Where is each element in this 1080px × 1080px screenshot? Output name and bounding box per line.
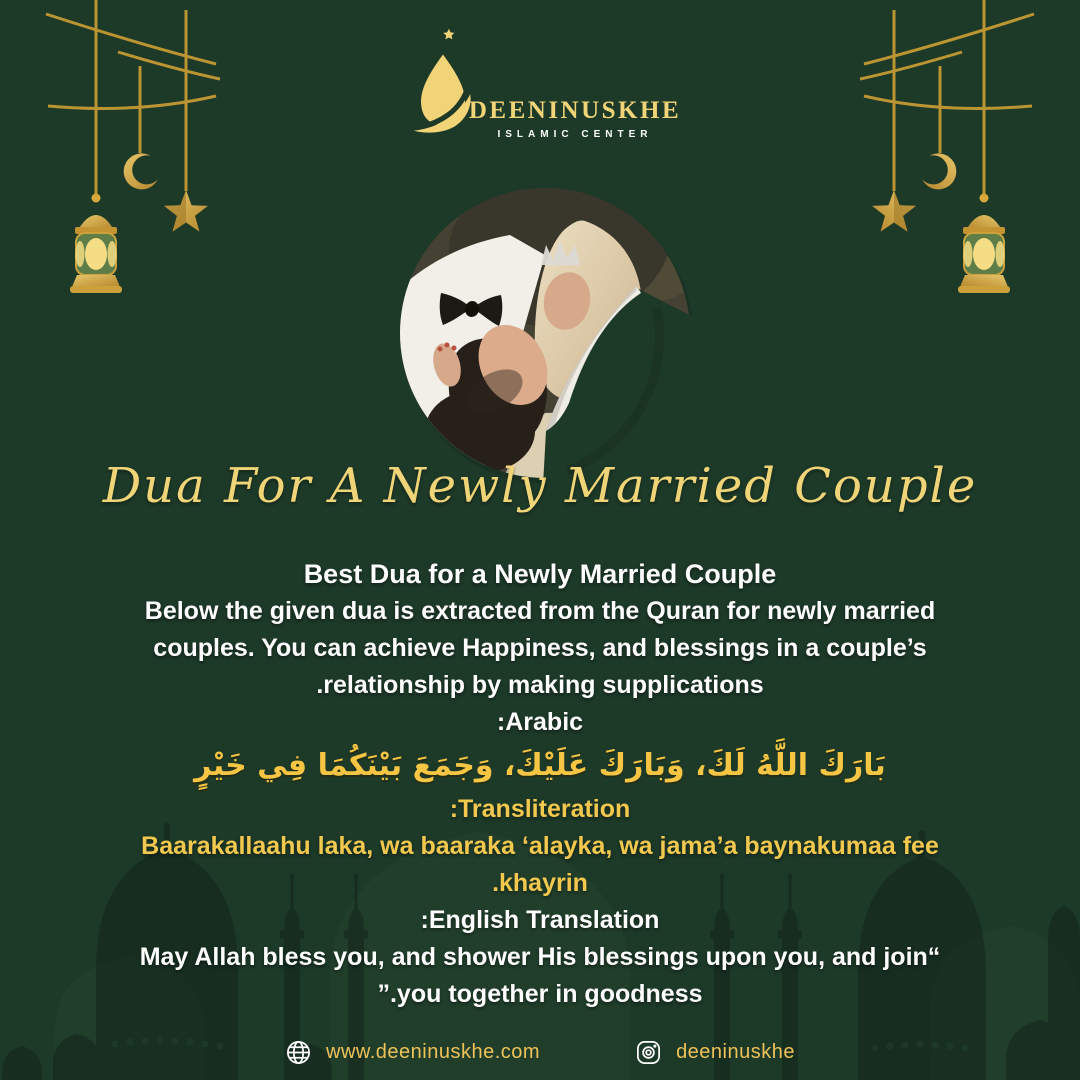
- arabic-dua-text: بَارَكَ اللَّهُ لَكَ، وَبَارَكَ عَلَيْكَ، وَجَمَعَ بَيْنَكُمَا فِي خَيْرٍ: [194, 748, 886, 783]
- crescent-moon-icon: [124, 153, 158, 189]
- poster-title: Dua For A Newly Married Couple: [102, 458, 978, 514]
- star-icon: [164, 190, 208, 232]
- star-icon: [872, 190, 916, 232]
- content-heading: Best Dua for a Newly Married Couple: [303, 559, 777, 589]
- footer: [0, 1039, 1080, 1066]
- translation-label: :English Translation: [420, 906, 660, 934]
- lantern-icon: [958, 194, 1010, 294]
- website-link[interactable]: [285, 1039, 540, 1066]
- couple-photo-sticker: [395, 183, 695, 483]
- instagram-icon: [635, 1039, 662, 1066]
- intro-line: .relationship by making supplications: [316, 671, 764, 699]
- translation-line: May Allah bless you, and shower His blessings upon you, and join“: [139, 943, 941, 971]
- transliteration-line: .khayrin: [492, 869, 588, 897]
- website-url: www.deeninuskhe.com: [326, 1041, 541, 1063]
- globe-icon: [285, 1039, 312, 1066]
- lantern-icon: [70, 194, 122, 294]
- crescent-moon-icon: [922, 153, 956, 189]
- translation-line: ”.you together in goodness: [377, 980, 703, 1008]
- brand-name: DEENINUSKHE: [468, 97, 682, 124]
- brand-logo: [0, 8, 1080, 142]
- transliteration-label: :Transliteration: [449, 795, 631, 823]
- intro-line: couples. You can achieve Happiness, and blessings in a couple’s: [153, 634, 927, 662]
- instagram-handle: deeninuskhe: [676, 1041, 795, 1063]
- transliteration-line: Baarakallaahu laka, wa baaraka ‘alayka, wa jama’a baynakumaa fee: [141, 832, 939, 860]
- brand-tagline: ISLAMIC CENTER: [497, 129, 653, 140]
- instagram-link[interactable]: [635, 1039, 795, 1066]
- arabic-label: :Arabic: [496, 708, 584, 736]
- intro-line: Below the given dua is extracted from the Quran for newly married: [144, 597, 936, 625]
- dua-content: [0, 556, 1080, 1013]
